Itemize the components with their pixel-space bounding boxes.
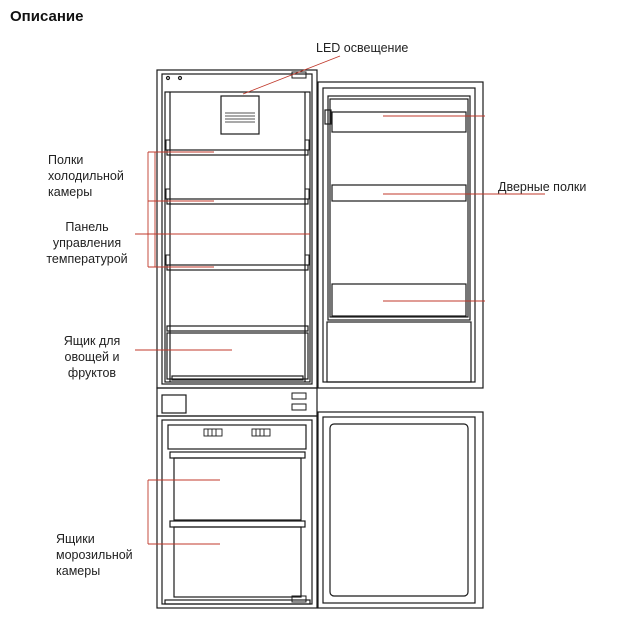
fridge-door-liner — [328, 96, 470, 320]
door-shelf — [332, 112, 466, 132]
drawer-rim — [170, 452, 305, 458]
freezer-cabinet-inner-frame — [162, 420, 312, 604]
freezer-door-liner — [330, 424, 468, 596]
freezer-door-gasket — [323, 417, 475, 603]
shelf — [167, 326, 308, 331]
fridge-cabinet — [157, 70, 317, 388]
shelf — [167, 199, 308, 204]
freezer-drawer — [174, 527, 301, 597]
freezer-door — [318, 412, 483, 608]
fridge-cabinet-inner-frame — [162, 74, 312, 384]
fridge-outline — [157, 70, 483, 608]
freezer-top-tray — [168, 425, 306, 449]
hinge-screw — [179, 77, 182, 80]
hinge-screw — [167, 77, 170, 80]
drawer-rim — [170, 521, 305, 527]
label-control-panel: Панель управления температурой — [46, 220, 128, 266]
page-title: Описание — [10, 8, 84, 25]
door-shelf — [332, 284, 466, 316]
freezer-drawer — [174, 458, 301, 520]
door-lower-panel — [327, 322, 471, 382]
label-crisper-drawer: Ящик для овощей и фруктов — [63, 334, 121, 380]
led-light-housing — [221, 96, 259, 134]
bracket-lines — [148, 152, 155, 544]
door-shelves — [332, 112, 466, 316]
label-fridge-shelves: Полки холодильной камеры — [48, 153, 124, 199]
label-freezer-drawers: Ящики морозильной камеры — [56, 532, 133, 578]
shelf — [167, 265, 308, 270]
freezer-base — [165, 600, 310, 604]
freezer-drawers — [170, 452, 305, 597]
shelf-brackets — [166, 140, 309, 265]
label-led-lighting: LED освещение — [316, 41, 409, 55]
crisper-drawer — [167, 333, 308, 379]
hinges — [292, 72, 306, 602]
led-grille — [225, 113, 255, 122]
middle-separator — [157, 388, 317, 416]
fridge-shelves — [167, 150, 308, 331]
label-door-shelves: Дверные полки — [498, 180, 587, 194]
shelf — [167, 150, 308, 155]
fridge-door — [318, 82, 483, 388]
control-panel-box — [162, 395, 186, 413]
freezer-cabinet — [157, 416, 317, 608]
fridge-interior — [165, 92, 310, 382]
door-shelf — [332, 185, 466, 201]
freezer-vent-grilles — [204, 429, 270, 436]
